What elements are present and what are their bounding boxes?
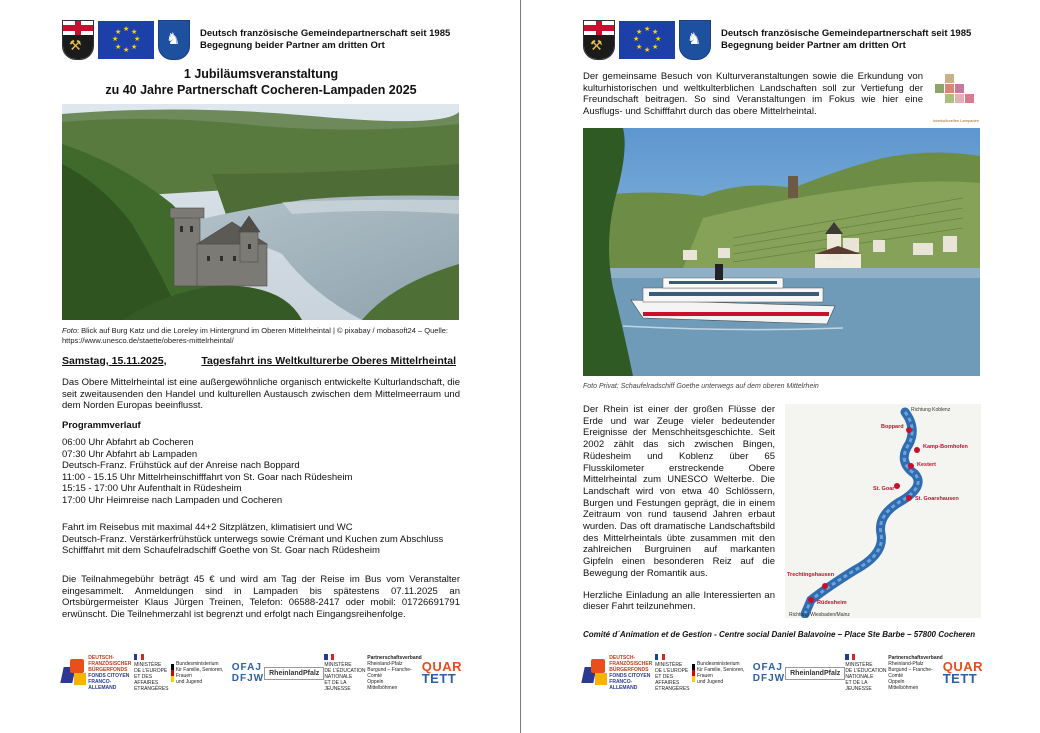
rlp-logo: RheinlandPfalz [264, 667, 324, 680]
ministere-europe-logo: MINISTÈRE DE L'EUROPE ET DES AFFAIRES ÉTRANGÈRES [655, 654, 692, 692]
rhein-text: Der Rhein ist einer der großen Flüsse der Erde und war Zeuge vieler bedeutender Ereignisse der Menschheitsgeschichte. Seit 2002 zählt das sich zwischen Bingen, Rüdesheim und Koblenz über 65 Flusskilometer erstreckende Obere Mittelrheintal zum UNESCO Welterbe. Die Landschaft wird von etwa 40 Schlössern, Burgen und Festungen geprägt, die in einem Zeitraum von rund tausend Jahren erbaut wurden. Das oft dramatische Landschaftsbild des Mittelrheintals übte zusammen mit den zahlreichen Burgruinen auf markanten Gipfeln einen besonderen Reiz auf die Bewegung der Romantik aus. [583, 404, 775, 579]
interkulturelles-lampaden-logo [933, 72, 980, 126]
title-line2: zu 40 Jahre Partnerschaft Cocheren-Lampaden 2025 [105, 83, 417, 97]
map-place: Trechtingshausen [787, 572, 835, 578]
small-logo-label: Interkulturelles Lampaden [933, 118, 980, 123]
bmfsfj-logo: Bundesministerium für Familie, Senioren, Frauen und Jugend [171, 661, 231, 685]
program-list [62, 437, 460, 506]
cocheren-crest-icon: ⚒ [583, 20, 615, 60]
ofaj-logo: OFAJ DFJW [752, 662, 786, 684]
header [62, 18, 450, 62]
closing-text: Herzliche Einladung an alle Interessierten an dieser Fahrt teilzunehmen. [583, 589, 775, 613]
ministere-education-logo: MINISTÈRE DE L'ÉDUCATION NATIONALE ET DE LA JEUNESSE [845, 654, 888, 692]
eu-flag-icon: ★ ★ ★ ★ ★ ★ ★ ★ [619, 21, 675, 59]
page-title [62, 66, 460, 98]
event-dateline [62, 355, 460, 367]
title-line1: 1 Jubiläumsveranstaltung [183, 67, 339, 81]
page-right [521, 0, 1040, 733]
eu-flag-icon: ★ ★ ★ ★ ★ ★ ★ ★ [98, 21, 154, 59]
extras-item: Fahrt im Reisebus mit maximal 44+2 Sitzplätzen, klimatisiert und WC [62, 522, 353, 533]
program-item: 17:00 Uhr Heimreise nach Lampaden und Cocheren [62, 494, 283, 506]
paddle-steamer-photo [583, 128, 980, 376]
program-heading: Programmverlauf [62, 420, 141, 431]
cocheren-crest-icon: ⚒ [62, 20, 94, 60]
header-line2: Begegnung beider Partner am dritten Ort [200, 40, 385, 51]
ministere-europe-logo: MINISTÈRE DE L'EUROPE ET DES AFFAIRES ÉTRANGÈRES [134, 654, 171, 692]
program-item: 15:15 - 17:00 Uhr Aufenthalt in Rüdesheim [62, 483, 242, 494]
ofaj-logo: OFAJ DFJW [231, 662, 265, 684]
dfi-logo: DEUTSCH- FRANZÖSISCHER BÜRGERFONDS FONDS CITOYEN FRANCO-ALLEMAND [62, 655, 134, 691]
map-place: St. Goarshausen [915, 496, 959, 502]
program-item: 06:00 Uhr Abfahrt ab Cocheren [62, 437, 194, 448]
fee-paragraph: Die Teilnahmegebühr beträgt 45 € und wird am Tag der Reise im Bus vom Veranstalter eingesammelt. Anmeldungen sind in Lampaden bis spätestens 07.11.2025 an Ortsbürgermeister Klaus Jürgen Treinen, Telefon: 06588-2417 oder mobil: 01726691791 erwünscht. Die Teilnehmerzahl ist begrenzt und erfolgt nach Eingangsreihenfolge. [62, 574, 460, 620]
map-bottom-label: Richtung Wiesbaden/Mainz [789, 612, 850, 618]
map-place: Boppard [881, 424, 904, 430]
intro-paragraph: Der gemeinsame Besuch von Kulturveranstaltungen sowie die Erkundung von kulturhistorischen und weltkulterblichen Landschaften soll zur Vertiefung der Freundschaft beitragen. So sind Veranstaltungen im Fokus wie hier eine Ausflugs- und Schifffahrt durch das obere Mittelrheintal. [583, 71, 923, 117]
intro-paragraph: Das Obere Mittelrheintal ist eine außergewöhnliche organisch entwickelte Kulturlandschaft, die seit zweitausenden den Handel und kulturellen Austausch zwischen dem Mittelmeerraum und dem Norden Europas beeinflusst. [62, 377, 460, 411]
extras-item: Deutsch-Franz. Verstärkerfrühstück unterwegs sowie Crémant und Kuchen zum Abschluss [62, 533, 444, 545]
header [583, 18, 971, 62]
partnerschaftsverband-logo: Partnerschaftsverband Rheinland-Pfalz Burgund – Franche-Comté Oppeln Mittelböhmen [888, 655, 943, 691]
lampaden-crest-icon: ♞ [158, 20, 190, 60]
header-line2: Begegnung beider Partner am dritten Ort [721, 40, 906, 51]
rhein-paragraph [583, 404, 775, 613]
quartett-logo: QUAR TETT [942, 659, 983, 686]
sponsor-logos [62, 650, 462, 696]
map-place: Rüdesheim [817, 600, 847, 606]
address-footer: Comité d´Animation et de Gestion - Centre social Daniel Balavoine – Place Ste Barbe – 57800 Cocheren [583, 630, 976, 639]
extras-item: Schifffahrt mit dem Schaufelradschiff Goethe von St. Goar nach Rüdesheim [62, 545, 380, 556]
ministere-education-logo: MINISTÈRE DE L'ÉDUCATION NATIONALE ET DE LA JEUNESSE [324, 654, 367, 692]
quartett-logo: QUAR TETT [421, 659, 462, 686]
sponsor-logos [583, 650, 983, 696]
event-date: Samstag, 15.11.2025, [62, 355, 167, 367]
map-top-label: Richtung Koblenz [911, 407, 951, 413]
program-item: 07:30 Uhr Abfahrt ab Lampaden [62, 448, 198, 460]
rhine-castle-photo [62, 104, 459, 320]
extras-list [62, 522, 460, 557]
bmfsfj-logo: Bundesministerium für Familie, Senioren, Frauen und Jugend [692, 661, 752, 685]
caption-label: Foto [62, 326, 78, 335]
dfi-logo: DEUTSCH- FRANZÖSISCHER BÜRGERFONDS FONDS CITOYEN FRANCO-ALLEMAND [583, 655, 655, 691]
caption-text: : Blick auf Burg Katz und die Loreley im Hintergrund im Oberen Mittelrheintal | © pixabay / mobasoft24 – Quelle: https://www.unesco.de/staette/oberes-mittelrheintal/ [62, 326, 449, 345]
map-place: Kestert [917, 462, 936, 468]
photo-caption: Foto Privat: Schaufelradschiff Goethe unterwegs auf dem oberen Mittelrhein [583, 383, 819, 390]
lampaden-crest-icon: ♞ [679, 20, 711, 60]
map-place: St. Goar [873, 486, 895, 492]
rlp-logo: RheinlandPfalz [785, 667, 845, 680]
rhine-route-map [785, 404, 981, 618]
header-line1: Deutsch französische Gemeindepartnerschaft seit 1985 [721, 28, 972, 39]
header-line1: Deutsch französische Gemeindepartnerschaft seit 1985 [200, 28, 451, 39]
program-item: 11:00 - 15.15 Uhr Mittelrheinschifffahrt von St. Goar nach Rüdesheim [62, 471, 353, 483]
event-title: Tagesfahrt ins Weltkulturerbe Oberes Mittelrheintal [201, 355, 456, 367]
partnerschaftsverband-logo: Partnerschaftsverband Rheinland-Pfalz Burgund – Franche-Comté Oppeln Mittelböhmen [367, 655, 422, 691]
map-place: Kamp-Bornhofen [923, 444, 968, 450]
program-item: Deutsch-Franz. Frühstück auf der Anreise nach Boppard [62, 460, 300, 471]
photo-caption [62, 326, 460, 346]
